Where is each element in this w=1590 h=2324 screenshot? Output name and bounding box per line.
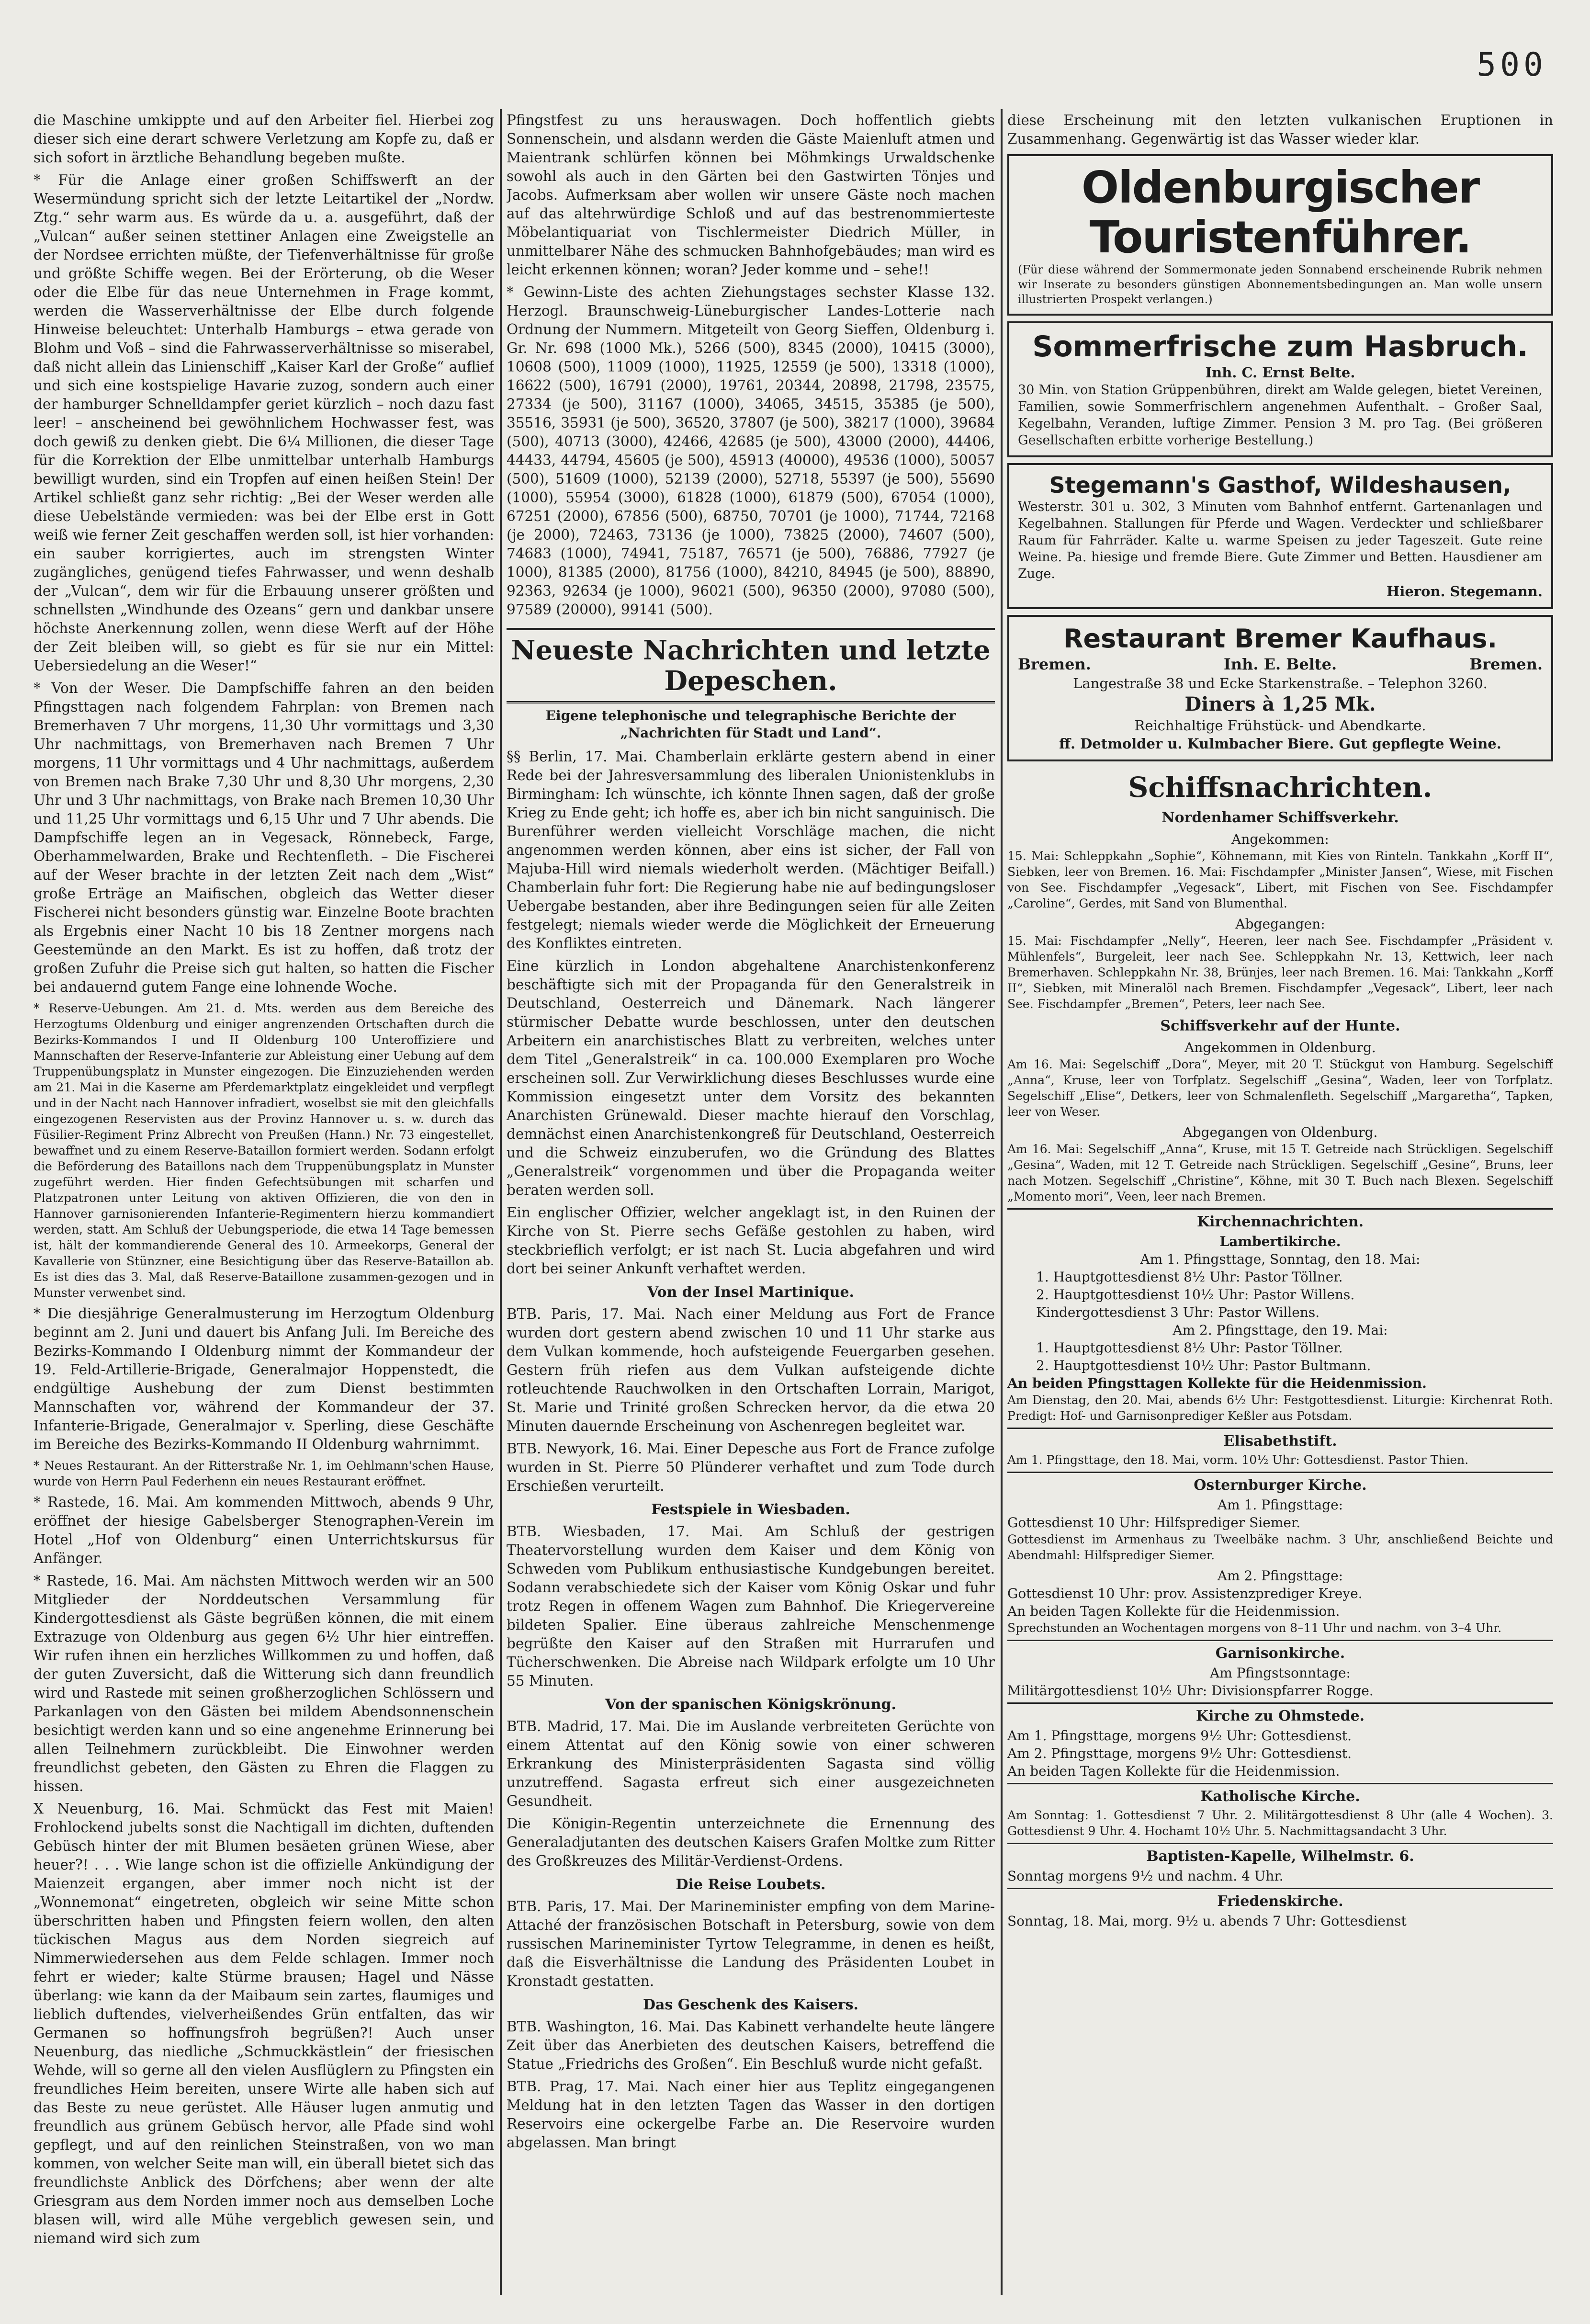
church-line: Sprechstunden an Wochentagen morgens von 8–11 Uhr und nachm. von 3–4 Uhr. <box>1007 1621 1502 1635</box>
article-paragraph: * Rastede, 16. Mai. Am nächsten Mittwoch werden wir an 500 Mitglieder der Norddeutschen Versammlung für Kindergottesdienst als Gäste begrüßen können, die mit einem Extrazuge von Oldenburg aus gegen 6½ Uhr hier eintreffen. Wir rufen ihnen ein herzliches Willkommen zu und hoffen, daß der guten Zuversicht, daß die Witterung sich dann freundlich wird und Rastede mit seinen großherzoglichen Schlössern und Parkanlagen von den Gästen bei mildem Abendsonnenschein besichtigt werden kann und so eine angenehme Erinnerung bei allen Teilnehmern zurückbleibt. Die Einwohner werden freundlichst gebeten, den Gästen zu Ehren die Flaggen zu hissen. <box>34 1573 494 1794</box>
ad-bremer-kaufhaus <box>1007 615 1553 761</box>
ad-touristenfuehrer <box>1007 154 1553 316</box>
ship-list: Am 16. Mai: Segelschiff „Anna“, Kruse, mit 15 T. Getreide nach Strückligen. Segelschiff „Gesina“, Waden, mit 12 T. Getreide nach Strückligen. Segelschiff „Gesine“, Bruns, leer nach Motzen. Segelschiff „Christine“, Köhne, mit 30 T. Buch nach Blexen. Segelschiff „Momento mori“, Veen, leer nach Bremen. <box>1007 1142 1553 1203</box>
ad-heading: Touristenführer. <box>1089 212 1471 263</box>
ad-text: Reichhaltige Frühstück- und Abendkarte. <box>1134 717 1426 734</box>
section-title: Schiffsnachrichten. <box>1128 771 1432 804</box>
ad-city: Bremen. <box>1018 655 1091 673</box>
article-paragraph: * Von der Weser. Die Dampfschiffe fahren an den beiden Pfingsttagen nach folgendem Fahrplan: von Bremen nach Bremerhaven 7 Uhr morgens, 11,30 Uhr vormittags und 3,30 Uhr nachmittags, von Bremerhaven nach Bremen 7 Uhr morgens, 11 Uhr vormittags und 4 Uhr nachmittags, außerdem von Bremen nach Brake 7,30 Uhr und 8,30 Uhr morgens, 2,30 Uhr und 3 Uhr nachmittags, von Brake nach Bremen 10,30 Uhr und 11,25 Uhr vormittags und 6,15 Uhr und 7 Uhr abends. Die Dampfschiffe legen an in Vegesack, Rönnebeck, Farge, Oberhammelwarden, Brake und Rechtenfleth. – Die Fischerei auf der Weser brachte in der letzten Zeit nach dem „Wist“ große Erträge an Maifischen, obgleich das Wetter dieser Fischerei nicht besonders günstig war. Einzelne Boote brachten als Ergebnis einer Nacht 10 bis 18 Zentner morgens nach Geestemünde an den Markt. Es ist zu hoffen, daß trotz der großen Zufuhr die Preise sich gut halten, so hatten die Fischer bei andauernd gutem Fange eine lohnende Woche. <box>34 680 494 995</box>
church-line: 2. Hauptgottesdienst 10½ Uhr: Pastor Willens. <box>1036 1287 1355 1303</box>
news-item: BTB. Newyork, 16. Mai. Einer Depesche aus Fort de France zufolge wurden in St. Pierre 50 Plünderer verhaftet und zum Tode durch Erschießen verurteilt. <box>507 1440 995 1494</box>
article-paragraph: X Neuenburg, 16. Mai. Schmückt das Fest mit Maien! Frohlockend jubelts sonst die Nachtigall im dichten, duftenden Gebüsch hinter der mit Blumen besäeten grünen Wiese, aber heuer?! . . . Wie lange schon ist die offizielle Ankündigung der Maienzeit ergangen, aber immer noch nicht ist der „Wonnemonat“ eingetreten, obgleich wir seine Mitte schon überschritten haben und Pfingsten feiern wollen, den alten tückischen Magus aus dem Norden siegreich auf Nimmerwiedersehen aus dem Felde schlagen. Immer noch fehrt er wieder; kalte Stürme brausen; Hagel und Nässe überlang: wie kann da der Maibaum sein zartes, flaumiges und lieblich duftendes, vielverheißendes Grün entfalten, das wir Germanen so hoffnungsfroh begrüßen?! Auch unser Neuenburg, das niedliche „Schmuckkästlein“ der friesischen Wehde, will so gerne all den vielen Ausflüglern zu Pfingsten ein freundliches Heim bereiten, unsere Wirte alle haben sich auf das Beste zu neue gerüstet. Alle Häuser lugen anmutig und freundlich aus grünem Gebüsch hervor, alle Pfade sind wohl gepflegt, und auf den reinlichen Steinstraßen, von wo man kommen, von welcher Seite man will, ein überall bietet sich das freundlichste Anblick des Dörfchens; aber wenn der alte Griesgram aus dem Norden immer noch aus demselben Loche blasen will, wird alle Mühe vergeblich gewesen sein, und niemand wird sich zum <box>34 1801 494 2246</box>
church-line: Gottesdienst 10 Uhr: Hilfsprediger Siemer. <box>1007 1515 1301 1530</box>
church-line: Am 2. Pfingsttage: <box>1217 1568 1343 1584</box>
news-item: BTB. Paris, 17. Mai. Nach einer Meldung aus Fort de France wurden dort gestern abend zwischen 10 und 11 Uhr starke aus dem Vulkan kommende, hoch aufsteigende Feuergarben gesehen. Gestern früh riefen aus dem Vulkan aufsteigende dichte rotleuchtende Rauchwolken in den Ortschaften Lorrain, Marigot, St. Marie und Trinité großen Schrecken hervor, da die etwa 20 Minuten dauernde Erscheinung von Aschenregen begleitet war. <box>507 1306 995 1434</box>
ship-list: 15. Mai: Schleppkahn „Sophie“, Köhnemann, mit Kies von Rinteln. Tankkahn „Korff II“, Siebken, leer von Bremen. 16. Mai: Fischdampfer „Minister Jansen“, Wiese, mit Fischen von See. Fischdampfer „Vegesack“, Libert, mit Fischen von See. Fischdampfer „Caroline“, Gerdes, mit Sand von Blumenthal. <box>1007 849 1553 910</box>
church-name: Friedenskirche. <box>1007 1888 1553 1911</box>
ship-list: Am 16. Mai: Segelschiff „Dora“, Meyer, mit 20 T. Stückgut von Hamburg. Segelschiff „Anna“, Kruse, leer von Torfplatz. Segelschiff „Gesina“, Waden, leer von Torfplatz. Segelschiff „Elise“, Detkers, leer von Schmalenfleth. Segelschiff „Margaretha“, Tapken, leer von Weser. <box>1007 1057 1553 1119</box>
ad-heading: Sommerfrische zum Hasbruch. <box>1032 330 1528 363</box>
ad-owner: Inh. C. Ernst Belte. <box>1205 364 1355 381</box>
label: Angekommen: <box>1231 831 1329 847</box>
news-item: BTB. Paris, 17. Mai. Der Marineminister empfing von dem Marine-Attaché der französischen Botschaft in Petersburg, sowie von dem russischen Marineminister Tyrtow Telegramme, in denen es heißt, daß die Eisverhältnisse die Landung des Präsidenten Loubet in Kronstadt gestatten. <box>507 1898 995 1989</box>
news-heading: Festspiele in Wiesbaden. <box>651 1501 850 1518</box>
article-paragraph: * Für die Anlage einer großen Schiffswerft an der Wesermündung spricht sich der letzte Leitartikel der „Nordw. Ztg.“ sehr warm aus. Es würde da u. a. ausgeführt, daß der „Vulcan“ außer seinen stettiner Anlagen eine Zweigstelle an der Nordsee errichten müßte, der Tiefenverhältnisse für große und größte Schiffe wegen. Bei der Erörterung, ob die Weser oder die Elbe für das neue Unternehmen in Frage kommt, werden die Wasserverhältnisse der Elbe durch folgende Hinweise beleuchtet: Unterhalb Hamburgs – etwa gerade von Blohm und Voß – sind die Fahrwasserverhältnisse so miserabel, daß nicht allein das Linienschiff „Kaiser Karl der Große“ auflief und sich eine kostspielige Havarie zuzog, sondern auch einer der hamburger Schnelldampfer geriet kürzlich – noch dazu fast leer! – anscheinend bei gewöhnlichem Hochwasser fest, was doch gewiß zu denken giebt. Die 6¼ Millionen, die dieser Tage für die Korrektion der Elbe unmittelbar unterhalb Hamburgs bewilligt wurden, sind ein Tropfen auf einen heißen Stein! Der Artikel schließt ganz sehr richtig: „Bei der Weser werden alle diese Uebelstände vermieden: was bei der Elbe erst in Gott weiß wie ferner Zeit geschaffen werden soll, ist hier vorhanden: ein sauber korrigiertes, auch im strengsten Winter zugängliches, genügend tiefes Fahrwasser, und wenn deshalb der „Vulcan“, dem wir für die Erbauung unserer größten und schnellsten „Windhunde des Ozeans“ gern und dankbar unsere höchste Anerkennung zollen, wenn diese Werft auf der Höhe der Zeit bleiben will, so giebt es für sie nur ein Mittel: Uebersiedelung an die Weser!“ <box>34 172 494 674</box>
article-paragraph: * Die diesjährige Generalmusterung im Herzogtum Oldenburg beginnt am 2. Juni und dauert bis Anfang Juli. Im Bereiche des Bezirks-Kommando I Oldenburg nimmt der Kommandeur der 19. Feld-Artillerie-Brigade, Generalmajor Hoppenstedt, die endgültige Aushebung der zum Dienst bestimmten Mannschaften vor, während der Kommandeur der 37. Infanterie-Brigade, Generalmajor v. Sperling, diese Geschäfte im Bereiche des Bezirks-Kommando II Oldenburg wahrnimmt. <box>34 1305 494 1452</box>
article-paragraph: * Neues Restaurant. An der Ritterstraße Nr. 1, im Oehlmann'schen Hause, wurde von Herrn Paul Federhenn ein neues Restaurant eröffnet. <box>34 1459 494 1488</box>
church-line: Am 1. Pfingsttage, morgens 9½ Uhr: Gottesdienst. <box>1007 1728 1352 1744</box>
ad-text: Westerstr. 301 u. 302, 3 Minuten vom Bahnhof entfernt. Gartenanlagen und Kegelbahnen. Stallungen für Pferde und Wagen. Verdeckter und schließbarer Raum für Fahrräder. Kalte u. warme Speisen zu jeder Tageszeit. Gute reine Weine. Pa. hiesige und fremde Biere. Gute Zimmer und Betten. Hausdiener am Zuge. <box>1018 499 1543 581</box>
church-line: Kindergottesdienst 3 Uhr: Pastor Willens. <box>1036 1304 1320 1320</box>
church-line: An beiden Pfingsttagen Kollekte für die Heidenmission. <box>1007 1375 1427 1391</box>
ad-heading: Restaurant Bremer Kaufhaus. <box>1063 624 1498 654</box>
subsection-title: Schiffsverkehr auf der Hunte. <box>1160 1018 1400 1034</box>
news-item: Ein englischer Offizier, welcher angeklagt ist, in den Ruinen der Kirche von St. Pierre sechs Gefäße gestohlen zu haben, wird steckbrieflich verfolgt; er ist nach St. Lucia abgefahren und wird dort bei seiner Ankunft verhaftet werden. <box>507 1204 995 1277</box>
lottery-list: * Gewinn-Liste des achten Ziehungstages sechster Klasse 132. Herzogl. Braunschweig-Lüneburgischer Landes-Lotterie nach Ordnung der Nummern. Mitgeteilt von Georg Sieffen, Oldenburg i. Gr. Nr. 698 (1000 Mk.), 5266 (500), 8345 (2000), 10415 (3000), 10608 (500), 11009 (1000), 11925, 12559 (je 500), 13318 (1000), 16622 (500), 16791 (2000), 19761, 20344, 20898, 21798, 23575, 27334 (je 500), 31167 (1000), 34065, 34515, 35385 (je 500), 35516, 35931 (je 500), 36520, 37807 (je 500), 38217 (1000), 39684 (500), 40713 (3000), 42466, 42685 (je 500), 43000 (2000), 44406, 44433, 44794, 45605 (je 500), 45913 (40000), 49536 (1000), 50057 (500), 51609 (1000), 52139 (2000), 52718, 55397 (je 500), 55690 (1000), 55954 (3000), 61828 (1000), 61879 (500), 67054 (1000), 67251 (2000), 67856 (500), 68750, 70701 (je 1000), 71744, 72168 (je 2000), 72463, 73136 (je 1000), 73825 (2000), 74607 (500), 74683 (1000), 74941, 75187, 76571 (je 500), 76886, 77927 (je 1000), 81385 (2000), 81756 (1000), 84210, 84945 (je 500), 88890, 92363, 92634 (je 1000), 96021 (500), 96350 (2000), 97080 (500), 97589 (20000), 99141 (500). <box>507 284 995 618</box>
label: Abgegangen: <box>1235 916 1325 932</box>
church-name: Lambertikirche. <box>1219 1234 1341 1249</box>
news-heading: Von der Insel Martinique. <box>647 1284 854 1301</box>
church-line: Am Pfingstsonntage: <box>1210 1665 1351 1681</box>
church-line: Gottesdienst 10 Uhr: prov. Assistenzprediger Kreye. <box>1007 1586 1363 1601</box>
news-item: Eine kürzlich in London abgehaltene Anarchistenkonferenz beschäftigte sich mit der Propaganda für den Generalstreik in Deutschland, Oesterreich und Dänemark. Nach längerer stürmischer Debatte wurde beschlossen, unter den deutschen Arbeitern ein anarchistisches Blatt zu verbreiten, welches unter dem Titel „Generalstreik“ in ca. 100.000 Exemplaren pro Woche erscheinen soll. Zur Verwirklichung dieses Beschlusses wurde eine Kommission eingesetzt unter dem Vorsitz des bekannten Anarchisten Grünewald. Dieser machte hierauf den Vorschlag, demnächst einen Anarchistenkongreß für Deutschland, Oesterreich und die Schweiz einzuberufen, wo die Gründung des Blattes „Generalstreik“ vorgenommen und über die Propaganda weiter beraten werden soll. <box>507 958 995 1198</box>
church-line: Am Dienstag, den 20. Mai, abends 6½ Uhr: Festgottesdienst. Liturgie: Kirchenrat Roth. Predigt: Hof- und Garnisonprediger Keßler aus Potsdam. <box>1007 1393 1553 1423</box>
ad-heading: Oldenburgischer <box>1081 162 1479 213</box>
church-name: Baptisten-Kapelle, Wilhelmstr. 6. <box>1007 1843 1553 1866</box>
news-item: BTB. Madrid, 17. Mai. Die im Auslande verbreiteten Gerüchte von einem Attentat auf den König sowie von einer schweren Erkrankung des Ministerpräsidenten Sagasta sind völlig unzutreffend. Sagasta erfreut sich einer ausgezeichneten Gesundheit. <box>507 1718 995 1809</box>
church-name: Osternburger Kirche. <box>1007 1472 1553 1495</box>
article-paragraph: Pfingstfest zu uns herauswagen. Doch hoffentlich giebts Sonnenschein, und alsdann werden die Gäste Maienluft atmen und Maientrank schlürfen können bei Möhmkings Urwaldschenke sowohl als auch in den Gärten bei den Gastwirten Tönjes und Jacobs. Aufmerksam aber wollen wir unsere Gäste noch machen auf das altehrwürdige Schloß und auf das bestrenommierteste Möbelantiquariat von Tischlermeister Diedrich Müller, in unmittelbarer Nähe des schmucken Bahnhofgebäudes; man wird es leicht erkennen können; woran? Jeder komme und – sehe!! <box>507 112 995 278</box>
article-paragraph: * Rastede, 16. Mai. Am kommenden Mittwoch, abends 9 Uhr, eröffnet der hiesige Gabelsberger Stenographen-Verein im Hotel „Hof von Oldenburg“ einen Unterrichtskursus für Anfänger. <box>34 1494 494 1566</box>
church-name: Elisabethstift. <box>1007 1428 1553 1451</box>
ship-list: 15. Mai: Fischdampfer „Nelly“, Heeren, leer nach See. Fischdampfer „Präsident v. Mühlenfels“, Burgeleit, leer nach See. Schleppkahn Nr. 13, Kettwich, leer nach Bremerhaven. Schleppkahn Nr. 38, Brünjes, leer nach Bremen. 16. Mai: Tankkahn „Korff II“, Siebken, mit Mineralöl nach Bremen. Fischdampfer „Vegesack“, Libert, leer nach See. Fischdampfer „Bremen“, Peters, leer nach See. <box>1007 934 1553 1011</box>
ad-address: Langestraße 38 und Ecke Starkenstraße. – Telephon 3260. <box>1073 675 1488 692</box>
news-item: BTB. Wiesbaden, 17. Mai. Am Schluß der gestrigen Theatervorstellung wurden dem Kaiser und dem König von Schweden vom Publikum enthusiastische Kundgebungen bereitet. Sodann verabschiedete sich der Kaiser vom König Oskar und fuhr trotz Regen in offenem Wagen zum Bahnhof. Die Kriegervereine bildeten Spalier. Eine überaus zahlreiche Menschenmenge begrüßte den Kaiser auf den Straßen mit Hurrarufen und Tücherschwenken. Die Abreise nach Wildpark erfolgte um 10 Uhr 55 Minuten. <box>507 1523 995 1689</box>
column-right <box>1007 111 1553 2295</box>
church-line: Gottesdienst im Armenhaus zu Tweelbäke nachm. 3 Uhr, anschließend Beichte und Abendmahl: Hilfsprediger Siemer. <box>1007 1532 1553 1562</box>
ad-stegemann <box>1007 463 1553 609</box>
column-left <box>34 111 494 2295</box>
article-paragraph: * Reserve-Uebungen. Am 21. d. Mts. werden aus dem Bereiche des Herzogtums Oldenburg und einiger angrenzenden Ortschaften durch die Bezirks-Kommandos I und II Oldenburg 100 Unteroffiziere und Mannschaften der Reserve-Infanterie zur Ableistung einer Uebung auf dem Truppenübungsplatz in Munster eingezogen. Die Einzuziehenden werden am 21. Mai in die Kaserne am Pferdemarktplatz eingekleidet und verpflegt und in der Nacht nach Hannover infradiert, woselbst sie mit den gleichfalls eingezogenen Reservisten aus der Provinz Hannover u. s. w. durch das Füsilier-Regiment Prinz Albrecht von Preußen (Hann.) Nr. 73 eingestellet, bewaffnet und zu einem Reserve-Bataillon formiert werden. Sodann erfolgt die Beförderung des Bataillons nach dem Truppenübungsplatz in Munster zugeführt werden. Hier finden Gefechtsübungen mit scharfen und Platzpatronen unter Leitung von aktiven Offizieren, die von den in Hannover garnisonierenden Infanterie-Regimentern hierzu kommandiert werden, statt. Am Schluß der Uebungsperiode, die etwa 14 Tage bemessen ist, hält der kommandierende General des 10. Armeekorps, General der Kavallerie von Stünzner, eine Besichtigung über das Reserve-Bataillon ab. Es ist dies das 3. Mal, daß Reserve-Bataillone zusammen-gezogen und in Munster verwenbet sind. <box>34 1001 494 1300</box>
church-line: 1. Hauptgottesdienst 8½ Uhr: Pastor Töllner. <box>1036 1340 1343 1356</box>
church-name: Garnisonkirche. <box>1007 1640 1553 1663</box>
ad-diners: Diners à 1,25 Mk. <box>1184 693 1376 715</box>
section-title: Kirchennachrichten. <box>1007 1208 1553 1232</box>
church-line: 2. Hauptgottesdienst 10½ Uhr: Pastor Bultmann. <box>1036 1358 1371 1373</box>
news-item: BTB. Prag, 17. Mai. Nach einer hier aus Teplitz eingegangenen Meldung hat in den letzten Tagen das Wasser in den dortigen Reservoirs eine ockergelbe Farbe an. Die Reservoire wurden abgelassen. Man bringt <box>507 2078 995 2151</box>
church-line: Am Sonntag: 1. Gottesdienst 7 Uhr. 2. Militärgottesdienst 8 Uhr (alle 4 Wochen). 3. Gottesdienst 9 Uhr. 4. Hochamt 10½ Uhr. 5. Nachmittagsandacht 3 Uhr. <box>1007 1808 1553 1838</box>
page-number: 500 <box>1477 46 1547 84</box>
church-line: Am 1. Pfingsttage, Sonntag, den 18. Mai: <box>1140 1251 1421 1267</box>
church-line: Am 1. Pfingsttage, den 18. Mai, vorm. 10½ Uhr: Gottesdienst. Pastor Thien. <box>1007 1453 1469 1467</box>
ad-owner: Inh. E. Belte. <box>1223 655 1337 673</box>
subsection-title: Nordenhamer Schiffsverkehr. <box>1161 809 1399 826</box>
section-title: Neueste Nachrichten und letzte Depeschen. <box>507 628 995 703</box>
church-line: An beiden Tagen Kollekte für die Heidenmission. <box>1007 1763 1340 1779</box>
column-rule <box>500 109 502 2295</box>
news-heading: Das Geschenk des Kaisers. <box>643 1996 858 2013</box>
article-paragraph: die Maschine umkippte und auf den Arbeiter fiel. Hierbei zog dieser sich eine derart schwere Verletzung am Kopfe zu, daß er sich sofort in ärztliche Behandlung begeben mußte. <box>34 112 494 166</box>
church-line: Sonntag, 18. Mai, morg. 9½ u. abends 7 Uhr: Gottesdienst <box>1007 1913 1407 1929</box>
section-subtitle: Eigene telephonische und telegraphische Berichte der „Nachrichten für Stadt und Land“. <box>545 708 956 741</box>
church-line: Am 1. Pfingsttage: <box>1217 1497 1343 1513</box>
ad-text: (Für diese während der Sommermonate jeden Sonnabend erscheinende Rubrik nehmen wir Inserate zu besonders günstigen Abonnementsbedingungen an. Man wolle unsern illustrierten Prospekt verlangen.) <box>1018 263 1543 306</box>
church-line: Am 2. Pfingsttage, den 19. Mai: <box>1173 1322 1388 1338</box>
article-paragraph: diese Erscheinung mit den letzten vulkanischen Eruptionen in Zusammenhang. Gegenwärtig ist das Wasser wieder klar. <box>1007 112 1553 147</box>
ad-heading: Stegemann's Gasthof, Wildeshausen, <box>1049 472 1511 498</box>
news-item: §§ Berlin, 17. Mai. Chamberlain erklärte gestern abend in einer Rede bei der Jahresversammlung des liberalen Unionistenklubs in Birmingham: Ich wünschte, ich könnte Ihnen sagen, daß der große Krieg zu Ende geht; ich hoffe es, aber ich bin nicht sanguinisch. Die Burenführer werden vielleicht Vorschläge machen, die nicht angenommen werden können, aber eins ist sicher, der Fall von Majuba-Hill wird niemals wiederholt werden. (Mächtiger Beifall.) Chamberlain fuhr fort: Die Regierung habe nie auf bedingungsloser Uebergabe bestanden, aber ihre Bedingungen seien für alle Zeiten festgelegt; niemals wieder werde die Möglichkeit der Erneuerung des Konfliktes eintreten. <box>507 748 995 952</box>
ad-row <box>1018 654 1543 674</box>
church-line: Sonntag morgens 9½ und nachm. 4 Uhr. <box>1007 1868 1284 1884</box>
church-line: 1. Hauptgottesdienst 8½ Uhr: Pastor Töllner. <box>1036 1269 1343 1285</box>
church-name: Katholische Kirche. <box>1007 1783 1553 1806</box>
ad-signature: Hieron. Stegemann. <box>1386 583 1543 600</box>
ad-text: 30 Min. von Station Grüppenbühren, direkt am Walde gelegen, bietet Vereinen, Familien, sowie Sommerfrischlern angenehmen Aufenthalt. – Großer Saal, Kegelbahn, Veranden, luftige Zimmer. Pension 3 M. pro Tag. (Bei größeren Gesellschaften erbitte vorherige Bestellung.) <box>1018 383 1543 448</box>
ad-hasbruch <box>1007 321 1553 457</box>
label: Angekommen in Oldenburg. <box>1184 1040 1376 1055</box>
church-line: Militärgottesdienst 10½ Uhr: Divisionspfarrer Rogge. <box>1007 1683 1374 1699</box>
news-heading: Die Reise Loubets. <box>676 1876 826 1893</box>
ad-city: Bremen. <box>1469 655 1543 673</box>
news-heading: Von der spanischen Königskrönung. <box>605 1696 896 1713</box>
church-name: Kirche zu Ohmstede. <box>1007 1702 1553 1726</box>
news-item: BTB. Washington, 16. Mai. Das Kabinett verhandelte heute längere Zeit über das Anerbieten des deutschen Kaisers, betreffend die Statue „Friedrichs des Großen“. Ein Beschluß wurde nicht gefaßt. <box>507 2018 995 2072</box>
column-rule <box>1001 109 1003 2295</box>
news-item: Die Königin-Regentin unterzeichnete die Ernennung des Generaladjutanten des deutschen Kaisers Grafen Moltke zum Ritter des Großkreuzes des Militär-Verdienst-Ordens. <box>507 1815 995 1869</box>
column-middle <box>507 111 995 2295</box>
church-line: An beiden Tagen Kollekte für die Heidenmission. <box>1007 1603 1340 1619</box>
label: Abgegangen von Oldenburg. <box>1183 1124 1378 1140</box>
church-line: Am 2. Pfingsttage, morgens 9½ Uhr: Gottesdienst. <box>1007 1746 1352 1761</box>
ad-text: ff. Detmolder u. Kulmbacher Biere. Gut gepflegte Weine. <box>1059 736 1501 752</box>
